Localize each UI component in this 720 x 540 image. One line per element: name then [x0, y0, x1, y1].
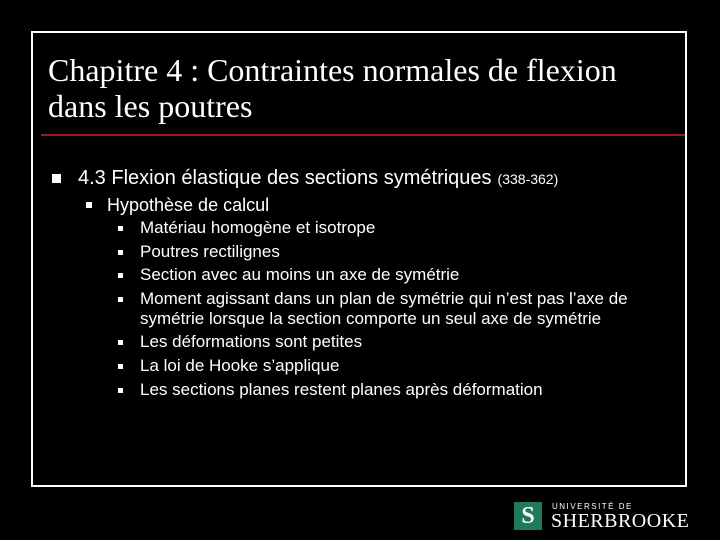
list-item — [118, 380, 678, 400]
list-item-text: Section avec au moins un axe de symétrie — [140, 265, 460, 285]
list-item — [118, 218, 678, 238]
logo-line-1: UNIVERSITÉ DE — [552, 502, 633, 511]
list-item — [118, 265, 678, 285]
list-item-text: La loi de Hooke s’applique — [140, 355, 340, 375]
logo-line-2: SHERBROOKE — [551, 510, 690, 532]
square-bullet-icon — [118, 340, 123, 345]
list-item-text: Les déformations sont petites — [140, 332, 363, 352]
list-item — [118, 289, 678, 329]
hypothesis-list — [118, 218, 678, 403]
page-reference: (338-362) — [497, 171, 559, 187]
title-divider — [41, 134, 685, 136]
university-mark-icon: S — [514, 502, 542, 530]
list-item — [118, 332, 678, 352]
slide-title: Chapitre 4 : Contraintes normales de flexion dans les poutres — [48, 52, 617, 124]
list-item — [118, 242, 678, 262]
university-logo — [514, 500, 704, 532]
square-bullet-icon — [118, 297, 123, 302]
list-item-text: Matériau homogène et isotrope — [140, 218, 376, 237]
square-bullet-icon — [118, 364, 123, 369]
square-bullet-icon — [118, 250, 123, 255]
square-bullet-icon — [118, 273, 123, 278]
section-heading-label: 4.3 Flexion élastique des sections symétriques — [78, 167, 492, 189]
square-bullet-icon — [118, 226, 123, 231]
list-item-text: Moment agissant dans un plan de symétrie qui n’est pas l’axe de symétrie lorsque la section comporte un seul axe de symétrie — [140, 288, 628, 328]
square-bullet-icon — [52, 174, 61, 183]
subheading-text: Hypothèse de calcul — [107, 195, 270, 215]
list-item-text: Les sections planes restent planes après déformation — [140, 379, 543, 399]
list-item-text: Poutres rectilignes — [140, 241, 280, 261]
list-item — [118, 356, 678, 376]
section-heading-text — [78, 166, 558, 191]
square-bullet-icon — [118, 388, 123, 393]
square-bullet-icon — [86, 202, 92, 208]
